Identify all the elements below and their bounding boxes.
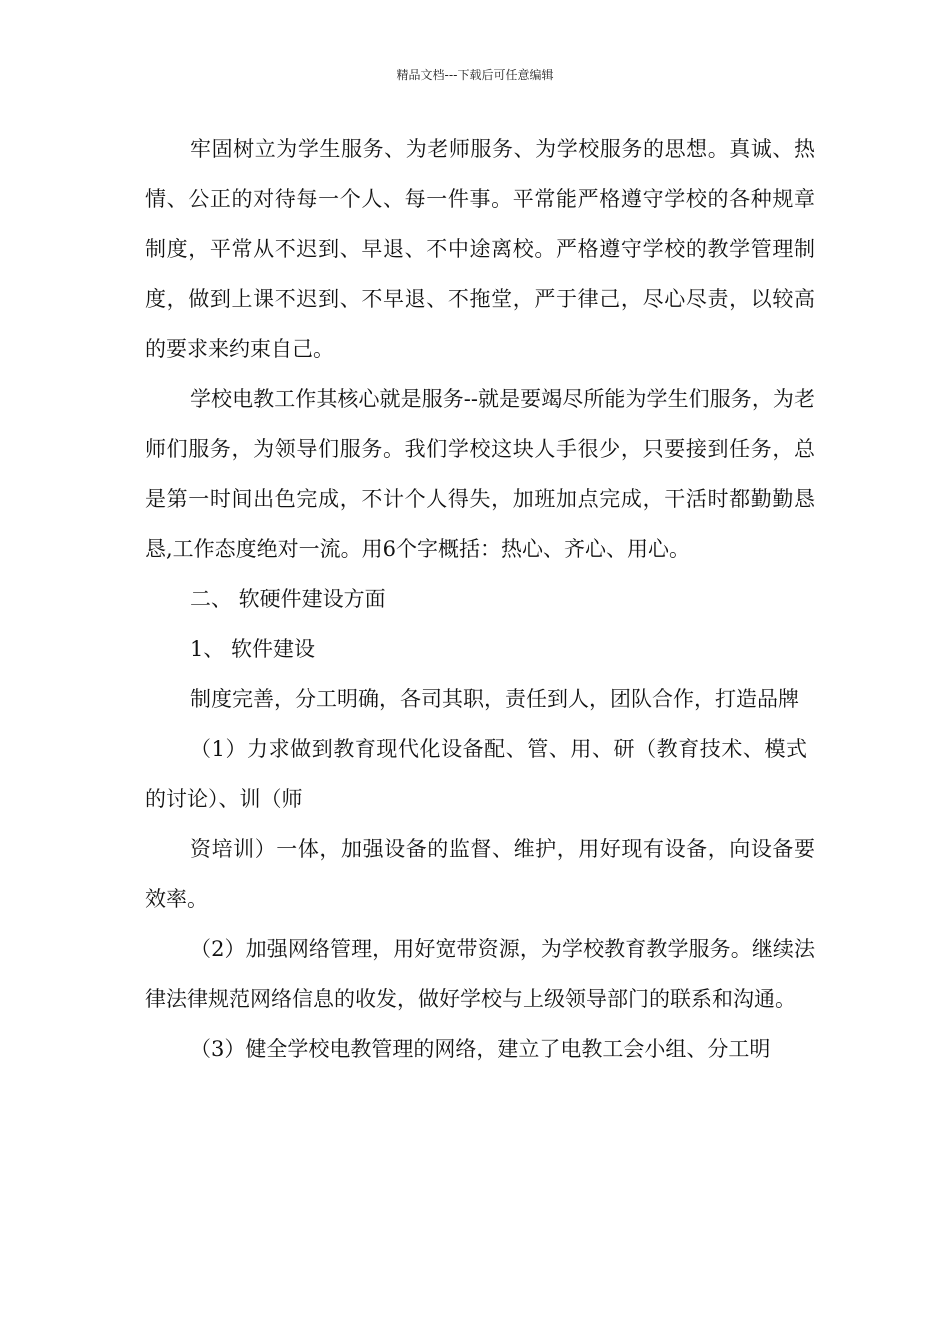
- page-header: 精品文档---下载后可任意编辑: [396, 68, 554, 82]
- paragraph-system-improvement: 制度完善，分工明确，各司其职，责任到人，团队合作，打造品牌: [190, 687, 799, 711]
- list-item-3: （3）健全学校电教管理的网络，建立了电教工会小组、分工明: [190, 1037, 771, 1061]
- section-heading-construction: 二、 软硬件建设方面: [190, 587, 386, 611]
- paragraph-service-attitude: 牢固树立为学生服务、为老师服务、为学校服务的思想。真诚、热情、公正的对待每一个人、每一件事。平常能严格遵守学校的各种规章制度，平常从不迟到、早退、不中途离校。严格遵守学校的教学管理制度，做到上课不迟到、不早退、不拖堂，严于律己，尽心尽责，以较高的要求来约束自己。: [145, 137, 815, 361]
- subsection-heading-software: 1、 软件建设: [190, 637, 316, 661]
- list-item-1-start: （1）力求做到教育现代化设备配、管、用、研（教育技术、模式的讨论）、训（师: [145, 737, 807, 811]
- paragraph-core-service: 学校电教工作其核心就是服务--就是要竭尽所能为学生们服务，为老师们服务，为领导们服务。我们学校这块人手很少，只要接到任务，总是第一时间出色完成，不计个人得失，加班加点完成，干活时都勤勤恳恳,工作态度绝对一流。用6个字概括：热心、齐心、用心。: [145, 387, 815, 561]
- list-item-1-continued: 资培训）一体，加强设备的监督、维护，用好现有设备，向设备要效率。: [145, 837, 815, 911]
- list-item-2: （2）加强网络管理，用好宽带资源，为学校教育教学服务。继续法律法律规范网络信息的收发，做好学校与上级领导部门的联系和沟通。: [145, 937, 815, 1011]
- document-body: [145, 124, 815, 1074]
